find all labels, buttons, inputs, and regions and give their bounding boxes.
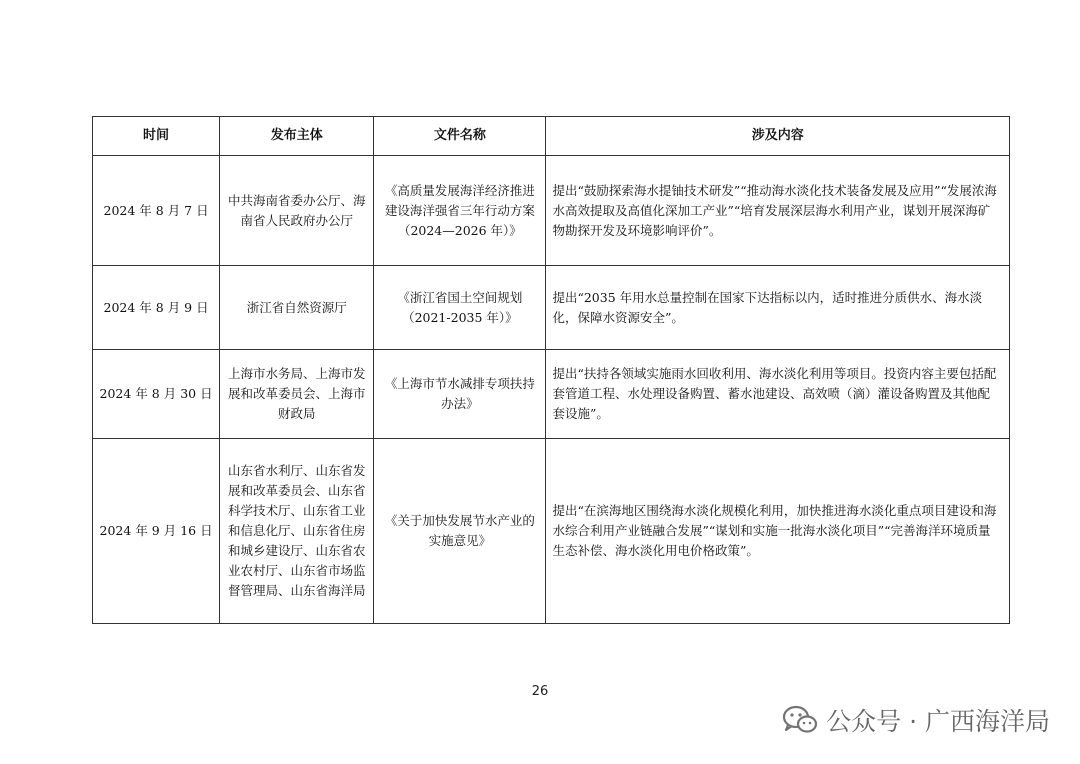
row-content: 提出“鼓励探索海水提铀技术研发”“推动海水淡化技术装备发展及应用”“发展浓海水高效提取及高值化深加工产业”“培育发展深层海水利用产业，谋划开展深海矿物勘探开发及环境影响评价”。 [546, 156, 1010, 266]
row-publisher: 浙江省自然资源厅 [220, 266, 374, 350]
row-document: 《高质量发展海洋经济推进建设海洋强省三年行动方案（2024—2026 年）》 [374, 156, 546, 266]
row-publisher: 上海市水务局、上海市发展和改革委员会、上海市财政局 [220, 350, 374, 439]
row-date: 2024 年 8 月 7 日 [93, 156, 220, 266]
row-date: 2024 年 8 月 30 日 [93, 350, 220, 439]
table-row [93, 439, 1010, 624]
watermark [782, 702, 1050, 738]
row-content: 提出“在滨海地区围绕海水淡化规模化利用，加快推进海水淡化重点项目建设和海水综合利用产业链融合发展”“谋划和实施一批海水淡化项目”“完善海洋环境质量生态补偿、海水淡化用电价格政策”。 [546, 439, 1010, 624]
row-content: 提出“2035 年用水总量控制在国家下达指标以内，适时推进分质供水、海水淡化，保障水资源安全”。 [546, 266, 1010, 350]
row-content: 提出“扶持各领域实施雨水回收利用、海水淡化利用等项目。投资内容主要包括配套管道工程、水处理设备购置、蓄水池建设、高效喷（滴）灌设备购置及其他配套设施”。 [546, 350, 1010, 439]
row-document: 《关于加快发展节水产业的实施意见》 [374, 439, 546, 624]
header-content: 涉及内容 [546, 117, 1010, 156]
table-row [93, 350, 1010, 439]
header-time: 时间 [93, 117, 220, 156]
row-publisher: 山东省水利厅、山东省发展和改革委员会、山东省科学技术厅、山东省工业和信息化厅、山东省住房和城乡建设厅、山东省农业农村厅、山东省市场监督管理局、山东省海洋局 [220, 439, 374, 624]
row-date: 2024 年 9 月 16 日 [93, 439, 220, 624]
table-header-row [93, 117, 1010, 156]
table-row [93, 156, 1010, 266]
header-document: 文件名称 [374, 117, 546, 156]
row-document: 《浙江省国土空间规划（2021-2035 年）》 [374, 266, 546, 350]
row-document: 《上海市节水减排专项扶持办法》 [374, 350, 546, 439]
header-publisher: 发布主体 [220, 117, 374, 156]
wechat-icon [782, 705, 818, 735]
policy-table [92, 116, 1010, 624]
page-number: 26 [531, 684, 549, 699]
row-date: 2024 年 8 月 9 日 [93, 266, 220, 350]
table-row [93, 266, 1010, 350]
watermark-text: 公众号 · 广西海洋局 [826, 707, 1050, 736]
row-publisher: 中共海南省委办公厅、海南省人民政府办公厅 [220, 156, 374, 266]
